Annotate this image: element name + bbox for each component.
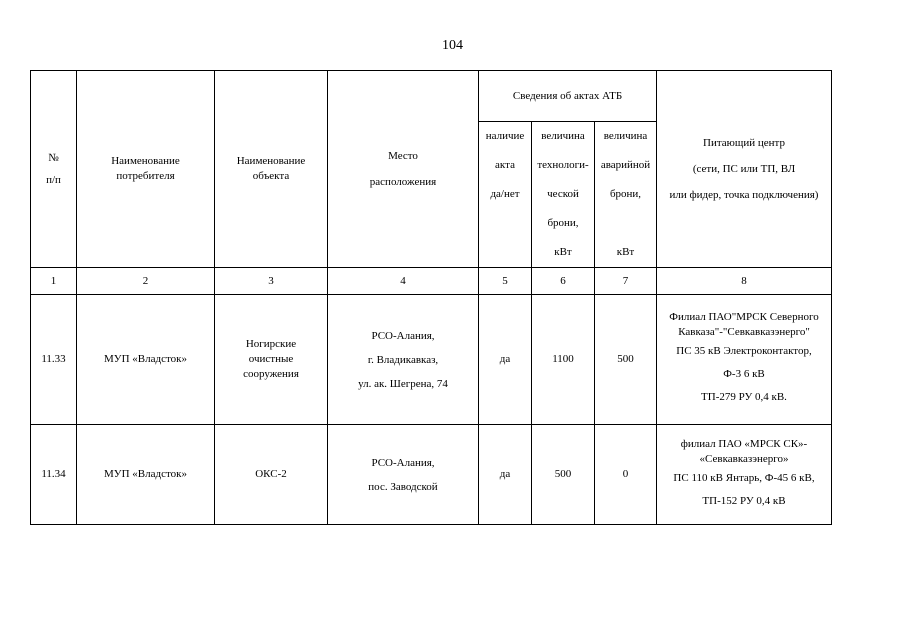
row-location: РСО-Алания, г. Владикавказ, ул. ак. Шегрена, 74 [328, 295, 479, 425]
row-num: 11.34 [31, 425, 77, 525]
consumers-table [30, 70, 832, 525]
header-consumer: Наименование потребителя [77, 71, 215, 268]
row-consumer: МУП «Владсток» [77, 295, 215, 425]
header-power-center: Питающий центр (сети, ПС или ТП, ВЛ или фидер, точка подключения) [657, 71, 832, 268]
table-row [31, 295, 832, 425]
header-location: Место расположения [328, 71, 479, 268]
column-number: 4 [328, 268, 479, 295]
header-object: Наименование объекта [215, 71, 328, 268]
column-number: 3 [215, 268, 328, 295]
row-act: да [479, 295, 532, 425]
row-power-center: Филиал ПАО"МРСК Северного Кавказа"-"Севкавказэнерго" ПС 35 кВ Электроконтактор, Ф-3 6 кВ ТП-279 РУ 0,4 кВ. [657, 295, 832, 425]
column-number: 8 [657, 268, 832, 295]
row-tech: 1100 [532, 295, 595, 425]
header-num: № п/п [31, 71, 77, 268]
column-number: 7 [595, 268, 657, 295]
column-number: 6 [532, 268, 595, 295]
header-tech-reserve: величина технологи- ческой брони, кВт [532, 122, 595, 268]
row-act: да [479, 425, 532, 525]
row-emergency: 0 [595, 425, 657, 525]
column-number: 5 [479, 268, 532, 295]
row-consumer: МУП «Владсток» [77, 425, 215, 525]
row-object: Ногирские очистные сооружения [215, 295, 328, 425]
row-location: РСО-Алания, пос. Заводской [328, 425, 479, 525]
row-num: 11.33 [31, 295, 77, 425]
row-power-center: филиал ПАО «МРСК СК»- «Севкавказэнерго» ПС 110 кВ Янтарь, Ф-45 6 кВ, ТП-152 РУ 0,4 кВ [657, 425, 832, 525]
table-row [31, 425, 832, 525]
header-emergency-reserve: величина аварийной брони, кВт [595, 122, 657, 268]
column-number: 1 [31, 268, 77, 295]
row-object: ОКС-2 [215, 425, 328, 525]
page-number: 104 [442, 38, 463, 53]
row-tech: 500 [532, 425, 595, 525]
header-atb-act: наличие акта да/нет [479, 122, 532, 268]
column-number-row [31, 268, 832, 295]
row-emergency: 500 [595, 295, 657, 425]
header-atb-group: Сведения об актах АТБ [479, 71, 657, 122]
column-number: 2 [77, 268, 215, 295]
